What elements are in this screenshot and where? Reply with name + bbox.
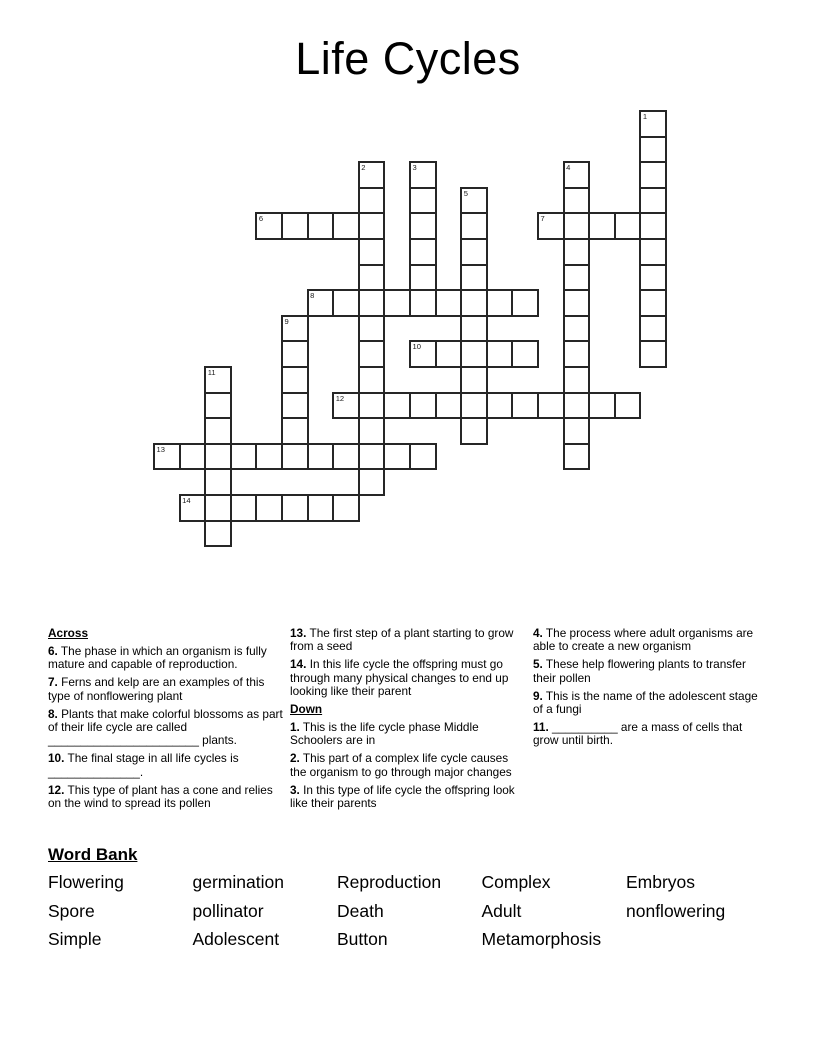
clue [533,658,769,685]
grid-cell[interactable] [230,443,258,471]
grid-cell[interactable] [563,238,591,266]
grid-cell[interactable] [358,161,386,189]
grid-cell[interactable] [179,443,207,471]
grid-cell[interactable] [281,443,309,471]
clue [533,690,769,717]
grid-cell[interactable] [511,340,539,368]
word-bank-word: Adolescent [192,929,280,949]
grid-cell[interactable] [358,212,386,240]
down-heading: Down [290,702,323,717]
cell-number: 1 [642,112,648,121]
word-bank-word: Complex [481,872,551,892]
word-bank-word: nonflowering [626,900,726,921]
clue-number: 13. [290,626,307,640]
grid-cell[interactable] [281,366,309,394]
grid-cell[interactable] [639,136,667,164]
grid-cell[interactable] [358,264,386,292]
grid-cell[interactable] [255,443,283,471]
grid-cell[interactable] [409,340,437,368]
grid-cell[interactable] [358,315,386,343]
word-bank-word: germination [192,872,284,892]
grid-cell[interactable] [460,417,488,445]
word-bank-word: Reproduction [337,872,442,892]
grid-cell[interactable] [204,520,232,548]
grid-cell[interactable] [563,289,591,317]
grid-cell[interactable] [409,212,437,240]
clues-column-1 [48,627,284,815]
clue-text: In this type of life cycle the offspring look like their parents [290,782,515,810]
grid-cell[interactable] [639,340,667,368]
grid-cell[interactable] [435,392,463,420]
clue-number: 9. [533,688,543,703]
grid-cell[interactable] [204,392,232,420]
clue-number: 6. [48,643,58,658]
grid-cell[interactable] [614,392,642,420]
clue-text: The first step of a plant starting to grow from a seed [290,626,514,654]
clue-number: 14. [290,657,307,672]
grid-cell[interactable] [639,161,667,189]
clue-text: In this life cycle the offspring must go through many physical changes to end up looking like their parent [290,657,509,699]
cell-number: 3 [412,163,417,173]
clue [290,721,526,748]
clue [533,721,769,748]
grid-cell[interactable] [332,443,360,471]
clue-number: 5. [533,657,543,672]
grid-cell[interactable] [358,238,386,266]
grid-cell[interactable] [563,340,591,368]
grid-cell[interactable] [332,212,360,240]
grid-cell[interactable] [460,340,488,368]
clue-text: This is the name of the adolescent stage of a fungi [533,688,758,717]
word-bank-word: Flowering [48,872,124,892]
grid-cell[interactable] [281,212,309,240]
grid-cell[interactable] [435,340,463,368]
grid-cell[interactable] [486,289,514,317]
grid-cell[interactable] [639,187,667,215]
grid-cell[interactable] [204,366,232,394]
clue-number: 10. [48,751,65,766]
across-heading: Across [48,626,88,640]
grid-cell[interactable] [383,392,411,420]
grid-cell[interactable] [460,366,488,394]
grid-cell[interactable] [511,289,539,317]
word-bank-heading: Word Bank [48,845,138,864]
clue-text: The phase in which an organism is fully mature and capable of reproduction. [48,643,267,672]
clue [48,752,284,779]
word-bank-word: Death [337,900,384,921]
grid-cell[interactable] [563,392,591,420]
grid-cell[interactable] [204,494,232,522]
clue-text: This is the life cycle phase Middle Schoolers are in [290,719,479,748]
clue-number: 11. [533,719,549,734]
clue [48,708,284,748]
clue [290,627,526,654]
grid-cell[interactable] [639,238,667,266]
cell-number: 14 [182,496,191,505]
grid-cell[interactable] [588,392,616,420]
grid-cell[interactable] [563,264,591,292]
grid-cell[interactable] [409,187,437,215]
grid-cell[interactable] [358,187,386,215]
grid-cell[interactable] [409,443,437,471]
cell-number: 11 [207,368,216,377]
grid-cell[interactable] [537,392,565,420]
grid-cell[interactable] [409,392,437,420]
cell-number: 10 [412,342,421,352]
clue-text: The final stage in all life cycles is ______________. [48,751,239,779]
word-bank-word: Simple [48,929,102,949]
grid-cell[interactable] [281,417,309,445]
grid-cell[interactable] [358,340,386,368]
grid-cell[interactable] [255,494,283,522]
grid-cell[interactable] [358,366,386,394]
cell-number: 4 [566,163,571,173]
cell-number: 7 [540,214,545,224]
grid-cell[interactable] [460,238,488,266]
word-bank-word: Metamorphosis [481,929,602,949]
word-bank-word: pollinator [192,900,264,921]
grid-cell[interactable] [281,494,309,522]
cell-number: 12 [335,393,345,403]
grid-cell[interactable] [563,212,591,240]
cell-number: 13 [156,444,165,454]
grid-cell[interactable] [639,315,667,343]
clue-text: This type of plant has a cone and relies on the wind to spread its pollen [48,782,273,810]
grid-cell[interactable] [511,392,539,420]
grid-cell[interactable] [409,264,437,292]
grid-cell[interactable] [614,212,642,240]
clue [290,658,526,698]
clue-number: 8. [48,706,58,721]
clue-number: 4. [533,626,543,640]
clue [290,752,526,779]
cell-number: 6 [258,214,264,224]
grid-cell[interactable] [639,264,667,292]
clue [533,627,769,654]
grid-cell[interactable] [409,161,437,189]
word-bank-word: Spore [48,900,95,921]
grid-cell[interactable] [563,161,591,189]
clue-number: 1. [290,719,300,734]
grid-cell[interactable] [460,212,488,240]
word-bank-list [48,872,788,950]
clue-text: These help flowering plants to transfer their pollen [533,657,746,685]
grid-cell[interactable] [281,315,309,343]
grid-cell[interactable] [307,212,335,240]
grid-cell[interactable] [486,340,514,368]
grid-cell[interactable] [179,494,207,522]
grid-cell[interactable] [307,494,335,522]
clue [48,676,284,703]
cell-number: 2 [361,163,366,173]
grid-cell[interactable] [460,392,488,420]
grid-cell[interactable] [307,289,335,317]
page-title: Life Cycles [295,33,521,84]
grid-cell[interactable] [460,264,488,292]
word-bank-word: Adult [481,900,522,921]
grid-cell[interactable] [563,417,591,445]
grid-cell[interactable] [358,443,386,471]
clue-number: 7. [48,675,58,690]
grid-cell[interactable] [358,392,386,420]
grid-cell[interactable] [409,238,437,266]
clue-text: __________ are a mass of cells that grow until birth. [533,719,743,748]
grid-cell[interactable] [639,212,667,240]
grid-cell[interactable] [204,468,232,496]
clue-text: This part of a complex life cycle causes the organism to go through major changes [290,751,512,779]
clue-number: 3. [290,782,300,797]
clue [290,784,526,811]
clue-text: The process where adult organisms are able to create a new organism [533,626,754,654]
grid-cell[interactable] [563,315,591,343]
cell-number: 8 [310,291,315,301]
clue-text: Plants that make colorful blossoms as part of their life cycle are called _______________________ plants. [48,706,283,748]
word-bank-word: Button [337,929,388,949]
grid-cell[interactable] [460,289,488,317]
grid-cell[interactable] [358,417,386,445]
grid-cell[interactable] [460,315,488,343]
clue [48,645,284,672]
grid-cell[interactable] [358,289,386,317]
clue-number: 2. [290,751,300,766]
grid-cell[interactable] [281,340,309,368]
grid-cell[interactable] [255,212,283,240]
cell-number: 9 [284,316,289,326]
word-bank-word: Embryos [626,872,696,892]
grid-cell[interactable] [153,443,181,471]
cell-number: 5 [463,188,468,198]
grid-cell[interactable] [204,417,232,445]
grid-cell[interactable] [358,468,386,496]
grid-cell[interactable] [409,289,437,317]
grid-cell[interactable] [486,392,514,420]
grid-cell[interactable] [563,366,591,394]
grid-cell[interactable] [383,289,411,317]
grid-cell[interactable] [230,494,258,522]
grid-cell[interactable] [332,494,360,522]
grid-cell[interactable] [460,187,488,215]
grid-cell[interactable] [639,289,667,317]
grid-cell[interactable] [204,443,232,471]
grid-cell[interactable] [537,212,565,240]
grid-cell[interactable] [435,289,463,317]
clue-number: 12. [48,782,65,797]
grid-cell[interactable] [383,443,411,471]
grid-cell[interactable] [563,187,591,215]
grid-cell[interactable] [332,289,360,317]
grid-cell[interactable] [307,443,335,471]
clues-column-3 [533,627,769,752]
grid-cell[interactable] [563,443,591,471]
grid-cell[interactable] [281,392,309,420]
clue [48,784,284,811]
clues-column-2 [290,627,526,815]
grid-cell[interactable] [639,110,667,138]
grid-cell[interactable] [588,212,616,240]
grid-cell[interactable] [332,392,360,420]
clue-text: Ferns and kelp are an examples of this type of nonflowering plant [48,675,265,703]
